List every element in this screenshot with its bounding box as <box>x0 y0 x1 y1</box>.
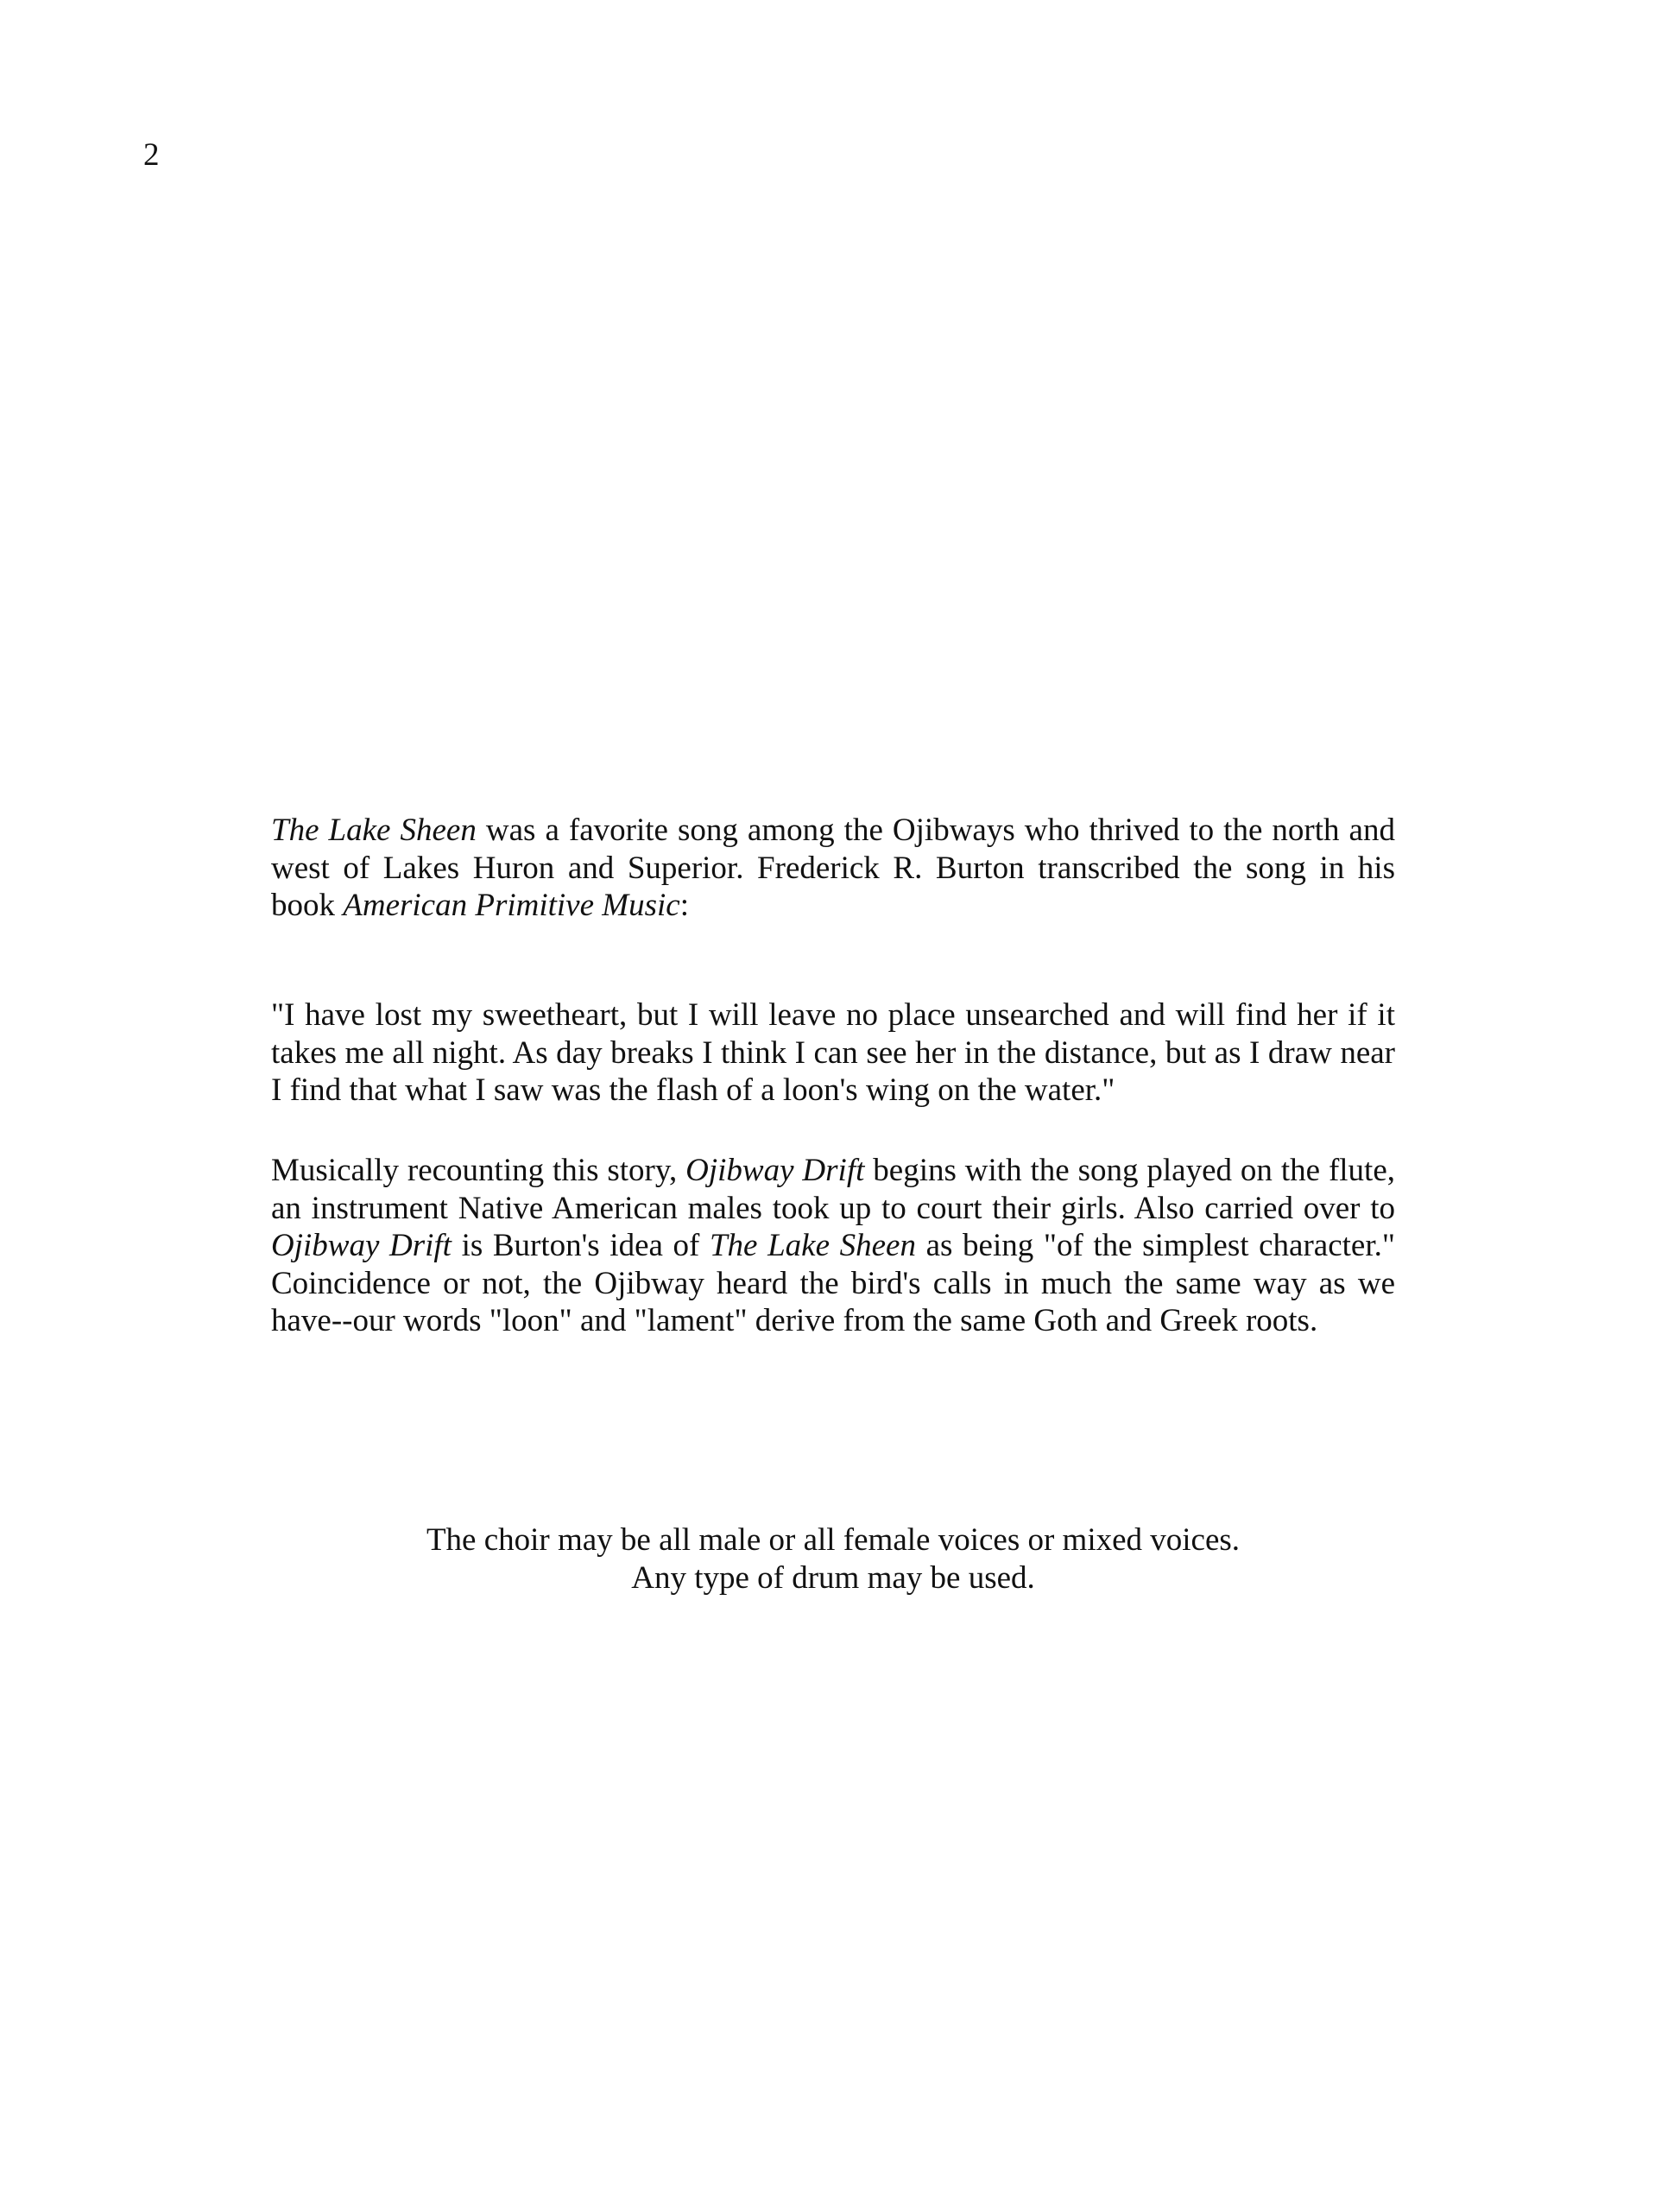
description-text-d: as being "of the simplest character." Coincidence or not, the Ojibway heard the bird's calls in much the same way as we have--our words "loon" and "lament" derive from the same Goth and Greek roots. <box>271 1228 1395 1338</box>
intro-text-a: was a favorite song among the Ojibways who thrived to the north and west of Lakes Huron and Superior. Frederick R. Burton transcribed the song in his book <box>271 813 1395 923</box>
description-text-a: Musically recounting this story, <box>271 1153 686 1188</box>
performance-notes <box>271 1521 1395 1597</box>
book-title-italic: American Primitive Music <box>343 888 680 923</box>
quote-paragraph: "I have lost my sweetheart, but I will leave no place unsearched and will find her if it takes me all night. As day breaks I think I can see her in the distance, but as I draw near I find that what I saw was the flash of a loon's wing on the water." <box>271 997 1395 1108</box>
description-paragraph <box>271 1152 1395 1340</box>
description-text-c: is Burton's idea of <box>451 1228 710 1263</box>
drum-note: Any type of drum may be used. <box>631 1560 1035 1596</box>
work-title-italic-2: Ojibway Drift <box>271 1228 452 1263</box>
work-title-italic: Ojibway Drift <box>685 1153 865 1188</box>
song-title-italic-2: The Lake Sheen <box>709 1228 916 1263</box>
page-number: 2 <box>143 137 160 173</box>
choir-note: The choir may be all male or all female voices or mixed voices. <box>426 1522 1241 1558</box>
intro-text-b: : <box>679 888 689 923</box>
description-text-b: begins with the song played on the flute, an instrument Native American males took up to court their girls. Also carried over to <box>271 1153 1395 1226</box>
intro-paragraph <box>271 812 1395 925</box>
song-title-italic: The Lake Sheen <box>271 813 477 848</box>
